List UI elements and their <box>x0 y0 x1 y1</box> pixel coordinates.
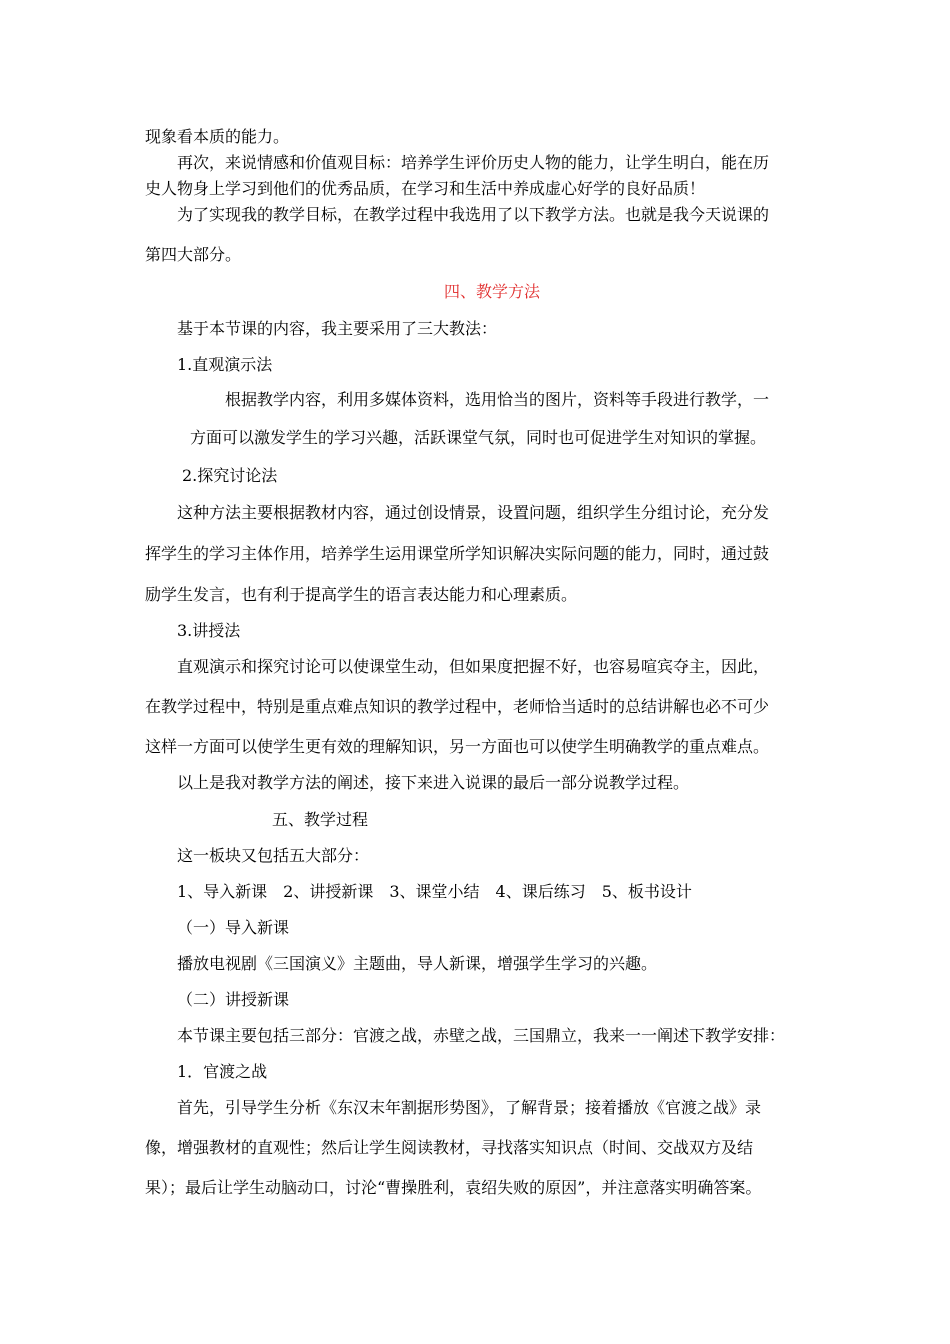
paragraph-line: 挥学生的学习主体作用，培养学生运用课堂所学知识解决实际问题的能力，同时，通过鼓 <box>145 544 770 563</box>
paragraph-line: 这一板块又包括五大部分： <box>177 846 370 865</box>
section-heading-teaching-methods: 四、教学方法 <box>444 282 541 301</box>
paragraph-line: 史人物身上学习到他们的优秀品质，在学习和生活中养成虚心好学的良好品质！ <box>145 179 706 198</box>
paragraph-line: 播放电视剧《三国演义》主题曲，导人新课，增强学生学习的兴趣。 <box>177 954 658 973</box>
paragraph-line: 像，增强教材的直观性；然后让学生阅读教材，寻找落实知识点（时间、交战双方及结 <box>145 1138 754 1157</box>
subheading-inquiry-discussion: 2.探究讨论法 <box>182 466 278 485</box>
paragraph-line: 这样一方面可以使学生更有效的理解知识，另一方面也可以使学生明确教学的重点难点。 <box>145 737 770 756</box>
paragraph-line: 基于本节课的内容，我主要采用了三大教法： <box>177 319 498 338</box>
paragraph-line: 在教学过程中，特别是重点难点知识的教学过程中，老师恰当适时的总结讲解也必不可少 <box>145 697 770 716</box>
paragraph-line: 首先，引导学生分析《东汉末年割据形势图》，了解背景；接着播放《官渡之战》录 <box>177 1098 762 1117</box>
section-heading-teaching-process: 五、教学过程 <box>272 810 369 829</box>
paragraph-line: 果）；最后让学生动脑动口，讨沦“曹操胜利，袁绍失败的原因”，并注意落实明确答案。 <box>145 1178 762 1197</box>
paragraph-line: 第四大部分。 <box>145 245 242 264</box>
paragraph-line: 根据教学内容，利用多媒体资料，选用恰当的图片，资料等手段进行教学，一 <box>225 390 770 409</box>
paragraph-line: 以上是我对教学方法的阐述，接下来进入说课的最后一部分说教学过程。 <box>177 773 690 792</box>
process-parts-list: 1、导入新课 2、讲授新课 3、课堂小结 4、课后练习 5、板书设计 <box>177 882 692 901</box>
paragraph-line: 励学生发言，也有利于提高学生的语言表达能力和心理素质。 <box>145 585 578 604</box>
paragraph-line: 直观演示和探究讨论可以使课堂生动，但如果度把握不好，也容易喧宾夺主，因此， <box>177 657 770 676</box>
subheading-teach-lesson: （二）讲授新课 <box>177 990 290 1009</box>
paragraph-line: 这种方法主要根据教材内容，通过创设情景，设置问题，组织学生分组讨论，充分发 <box>177 503 770 522</box>
subheading-lecture: 3.讲授法 <box>177 621 241 640</box>
subheading-introduce-lesson: （一）导入新课 <box>177 918 290 937</box>
paragraph-line: 现象看本质的能力。 <box>145 127 290 146</box>
subheading-guandu-battle: 1．官渡之战 <box>177 1062 268 1081</box>
paragraph-line: 再次，来说情感和价值观目标：培养学生评价历史人物的能力，让学生明白，能在历 <box>177 153 770 172</box>
paragraph-line: 本节课主要包括三部分：官渡之战，赤壁之战，三国鼎立，我来一一阐述下教学安排： <box>177 1026 786 1045</box>
paragraph-line: 方面可以激发学生的学习兴趣，活跃课堂气氛，同时也可促进学生对知识的掌握。 <box>190 428 767 447</box>
paragraph-line: 为了实现我的教学目标，在教学过程中我选用了以下教学方法。也就是我今天说课的 <box>177 205 770 224</box>
subheading-direct-demonstration: 1.直观演示法 <box>177 355 273 374</box>
